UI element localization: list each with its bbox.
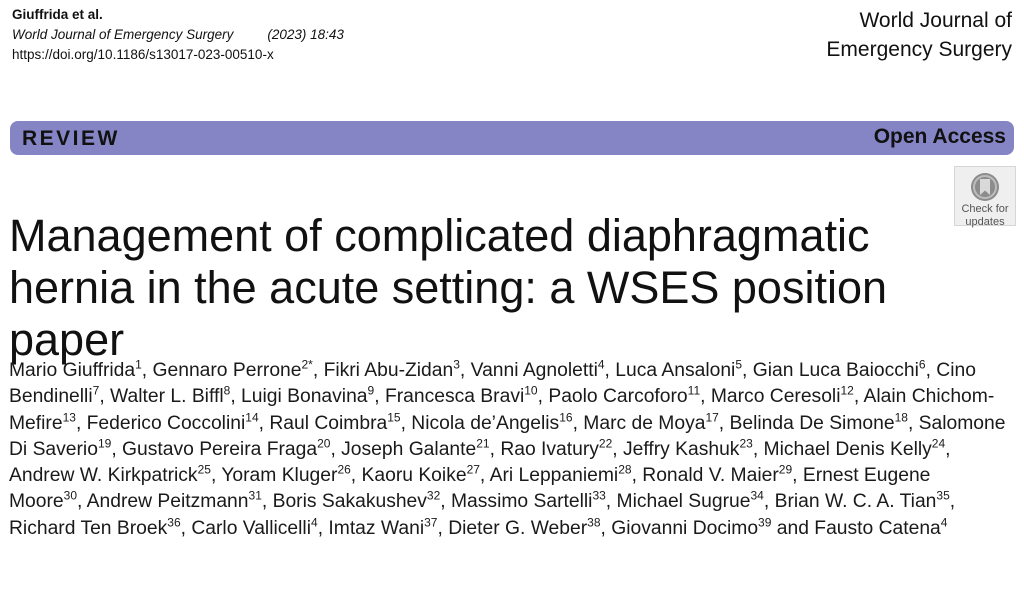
author-entry [323, 357, 460, 381]
affiliation-number: 7 [92, 383, 100, 398]
affiliation-number: 34 [750, 489, 764, 504]
author-entry [451, 491, 606, 512]
affiliation-number: 18 [894, 410, 908, 425]
author-entry [548, 383, 701, 408]
author-name[interactable]: Fikri Abu-Zidan [323, 360, 454, 381]
author-entry [752, 357, 926, 381]
affiliation-number: 11 [687, 383, 701, 398]
affiliation-number: 28 [618, 462, 632, 477]
affiliation-number: 38 [587, 515, 601, 530]
author-entry [622, 436, 753, 460]
author-entry [775, 491, 950, 512]
author-name[interactable]: Andrew W. Kirkpatrick [9, 465, 198, 487]
author-name[interactable]: Gennaro Perrone [152, 360, 302, 381]
author-entry [191, 515, 318, 539]
author-name[interactable]: Carlo Vallicelli [191, 517, 311, 539]
author-entry [489, 462, 632, 487]
open-access-label: Open Access [873, 125, 1006, 148]
author-name[interactable]: Andrew Peitzmann [86, 491, 249, 513]
author-name[interactable]: Jeffry Kashuk [622, 438, 740, 460]
author-name[interactable]: Ronald V. Maier [642, 465, 779, 487]
author-name[interactable]: Ernest Eugene Moore [9, 465, 931, 513]
author-entry [615, 357, 743, 381]
author-name[interactable]: Brian W. C. A. Tian [774, 491, 937, 513]
author-name[interactable]: Michael Denis Kelly [763, 438, 932, 460]
affiliation-number: 16 [559, 410, 573, 425]
author-list: Mario Giuffrida$^1$, Gennaro Perrone$^{2*}$, Fikri Abu-Zidan$^3$, Vanni Agnoletti$^4$, Luca Ansaloni$^5$, Gian Luca Baiocchi$^6$, Cino Bendinelli$^7$, Walter L. Biffl$^8$, Luigi Bonavina$^9$, Francesca Bravi$^{10}$, Paolo Carcoforo$^{11}$, Marco Ceresoli$^{12}$, Alain Chichom-Mefire$^{13}$, Federico Coccolini$^{14}$, Raul Coimbra$^{15}$, Nicola de’Angelis$^{16}$, Marc de Moya$^{17}$, Belinda De Simone$^{18}$, Salomone Di Saverio$^{19}$, Gustavo Pereira Fraga$^{20}$, Joseph Galante$^{21}$, Rao Ivatury$^{22}$, Jeffry Kashuk$^{23}$, Michael Denis Kelly$^{24}$, Andrew W. Kirkpatrick$^{25}$, Yoram Kluger$^{26}$, Kaoru Koike$^{27}$, Ari Leppaniemi$^{28}$, Ronald V. Maier$^{29}$, Ernest Eugene Moore$^{30}$, Andrew Peitzmann$^{31}$, Boris Sakakushev$^{32}$, Massimo Sartelli$^{33}$, Michael Sugrue$^{34}$, Brian W. C. A. Tian$^{35}$, Richard Ten Broek$^{36}$, Carlo Vallicelli$^4$, Imtaz Wani$^{37}$, Dieter G. Weber$^{38}$, Giovanni Docimo$^{39}$ and Fausto Catena$^4$ [9, 357, 1006, 539]
affiliation-number: 1 [135, 357, 142, 372]
affiliation-number: 21 [476, 436, 490, 451]
affiliation-number: 4 [597, 357, 605, 372]
affiliation-number: 29 [778, 462, 793, 477]
author-name[interactable]: Cino Bendinelli [9, 360, 976, 408]
author-entry [221, 462, 351, 487]
affiliation-number: 22 [598, 436, 613, 451]
check-for-updates-line-1: Check for [961, 203, 1009, 215]
author-name[interactable]: Rao Ivatury [500, 438, 599, 460]
author-name[interactable]: Giovanni Docimo [611, 517, 759, 539]
author-name[interactable]: Belinda De Simone [729, 412, 895, 434]
citation-header [12, 5, 344, 65]
author-entry [611, 515, 772, 539]
author-entry [9, 357, 142, 381]
author-entry [152, 357, 313, 381]
running-authors: Giuffrida et al. [12, 7, 103, 22]
affiliation-number: 2* [301, 357, 313, 372]
journal-citation [12, 25, 344, 45]
affiliation-number: 15 [387, 410, 401, 425]
affiliation-number: 23 [739, 436, 753, 451]
article-type-label: REVIEW [22, 127, 120, 150]
journal-name-line-2: Emergency Surgery [826, 38, 1012, 61]
doi-link[interactable]: https://doi.org/10.1186/s13017-023-00510-x [12, 47, 274, 62]
author-entry [710, 383, 854, 408]
affiliation-number: 10 [524, 383, 538, 398]
author-name[interactable]: Paolo Carcoforo [548, 386, 688, 408]
author-name[interactable]: Gustavo Pereira Fraga [122, 438, 318, 460]
affiliation-number: 27 [466, 462, 480, 477]
journal-name-line-1: World Journal of [859, 9, 1012, 32]
check-for-updates-line-2: updates [965, 216, 1005, 228]
author-entry [384, 383, 538, 408]
author-name[interactable]: Joseph Galante [341, 438, 477, 460]
author-entry [9, 515, 181, 539]
author-entry [86, 410, 259, 434]
journal-citation-name: World Journal of Emergency Surgery [12, 27, 234, 42]
bookmark-icon [970, 172, 1000, 202]
author-name[interactable]: Federico Coccolini [86, 412, 246, 434]
author-name[interactable]: Salomone Di Saverio [9, 412, 1006, 460]
author-name[interactable]: Marc de Moya [583, 412, 706, 434]
affiliation-number: 14 [245, 410, 259, 425]
affiliation-number: 4 [940, 515, 948, 530]
author-name[interactable]: Francesca Bravi [384, 386, 525, 408]
affiliation-number: 35 [936, 489, 950, 504]
author-name[interactable]: Luigi Bonavina [241, 386, 368, 408]
author-name[interactable]: Michael Sugrue [616, 491, 751, 513]
article-type-banner [10, 121, 1014, 155]
author-entry [729, 410, 908, 434]
affiliation-number: 17 [705, 410, 719, 425]
author-name[interactable]: Ari Leppaniemi [489, 465, 619, 487]
affiliation-number: 36 [167, 515, 181, 530]
author-name[interactable]: Walter L. Biffl [110, 386, 224, 408]
affiliation-number: 19 [97, 436, 112, 451]
check-for-updates-button[interactable] [954, 166, 1016, 226]
author-entry [470, 357, 605, 381]
author-entry [241, 383, 375, 408]
author-name[interactable]: Raul Coimbra [269, 412, 388, 434]
journal-logo-text [826, 6, 1012, 64]
author-entry [583, 410, 719, 434]
author-entry [617, 491, 764, 512]
author-name[interactable]: Kaoru Koike [361, 465, 467, 487]
author-entry [500, 436, 613, 460]
journal-year-volume: (2023) 18:43 [267, 27, 344, 42]
author-entry [273, 491, 441, 512]
affiliation-number: 37 [424, 515, 438, 530]
author-entry [341, 436, 490, 460]
author-entry [411, 410, 573, 434]
affiliation-number: 5 [735, 357, 743, 372]
affiliation-number: 33 [592, 489, 606, 504]
author-entry [269, 410, 401, 434]
author-name[interactable]: Imtaz Wani [328, 517, 425, 539]
author-name[interactable]: Luca Ansaloni [615, 360, 736, 381]
author-name[interactable]: Yoram Kluger [221, 465, 338, 487]
affiliation-number: 3 [453, 357, 460, 372]
author-entry [9, 462, 211, 487]
author-entry [328, 515, 438, 539]
author-name[interactable]: Richard Ten Broek [9, 517, 168, 539]
author-name[interactable]: Mario Giuffrida [9, 360, 136, 381]
affiliation-number: 9 [367, 383, 375, 398]
author-entry [87, 491, 262, 512]
author-entry [122, 436, 331, 460]
affiliation-number: 30 [63, 489, 78, 504]
author-name[interactable]: Vanni Agnoletti [470, 360, 598, 381]
author-entry [763, 436, 946, 460]
author-entry [110, 383, 231, 408]
affiliation-number: 20 [317, 436, 331, 451]
affiliation-number: 39 [758, 515, 772, 530]
affiliation-number: 25 [197, 462, 211, 477]
author-name[interactable]: Alain Chichom-Mefire [9, 386, 995, 434]
author-name[interactable]: Gian Luca Baiocchi [752, 360, 919, 381]
affiliation-number: 24 [931, 436, 946, 451]
author-name[interactable]: Fausto Catena [814, 517, 941, 539]
author-entry [448, 515, 601, 539]
affiliation-number: 6 [918, 357, 926, 372]
affiliation-number: 8 [223, 383, 231, 398]
author-name[interactable]: Massimo Sartelli [451, 491, 593, 513]
affiliation-number: 12 [840, 383, 854, 398]
affiliation-number: 13 [62, 410, 76, 425]
author-name[interactable]: Dieter G. Weber [448, 517, 588, 539]
affiliation-number: 26 [337, 462, 351, 477]
author-name[interactable]: Boris Sakakushev [272, 491, 427, 513]
article-title: Management of complicated diaphragmatic hernia in the acute setting: a WSES position paper [9, 210, 888, 366]
author-name[interactable]: Marco Ceresoli [710, 386, 841, 408]
author-name[interactable]: Nicola de’Angelis [411, 412, 560, 434]
affiliation-number: 31 [248, 489, 262, 504]
author-entry [814, 515, 948, 539]
author-entry [361, 462, 480, 487]
author-entry [642, 462, 793, 487]
affiliation-number: 4 [311, 515, 318, 530]
affiliation-number: 32 [426, 489, 441, 504]
